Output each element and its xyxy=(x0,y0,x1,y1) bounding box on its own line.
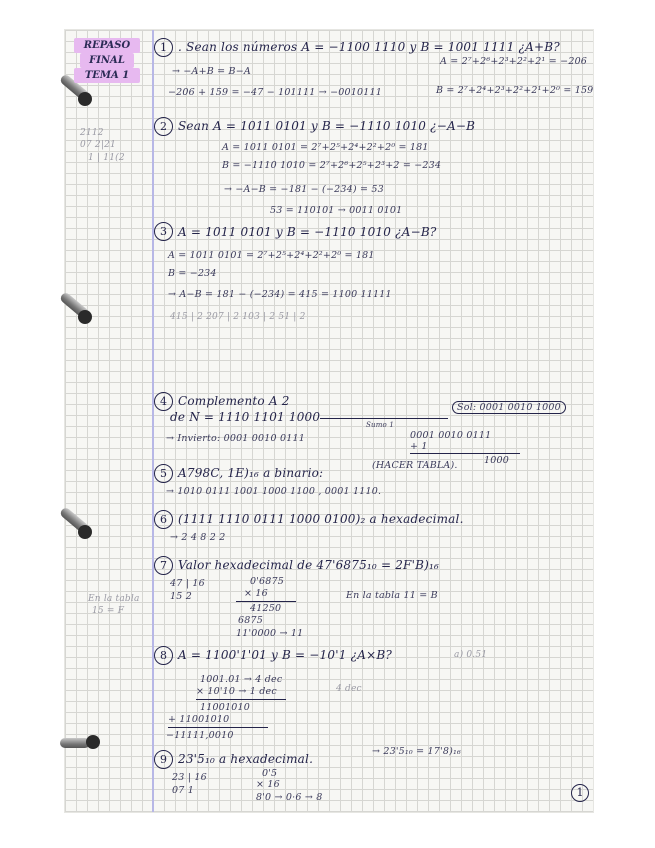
q2-line-b: B = −1110 1010 = 2⁷+2⁶+2⁵+2³+2 = −234 xyxy=(222,160,442,171)
q9-div-1: 23 | 16 xyxy=(172,772,207,783)
margin-line xyxy=(152,30,154,812)
q8-rule xyxy=(196,699,286,700)
q5-line2: → 1010 0111 1001 1000 1100 , 0001 1110. xyxy=(166,486,382,497)
q4-sum-2: + 1 xyxy=(410,441,428,452)
q3-pencil-work: 415 | 2 207 | 2 103 | 2 51 | 2 xyxy=(170,312,306,322)
q2-line-a: A = 1011 0101 = 2⁷+2⁵+2⁴+2²+2⁰ = 181 xyxy=(222,142,429,153)
q2-margin-2: 07 2|21 xyxy=(80,140,116,150)
q8-line-3: 11001010 xyxy=(200,702,250,713)
q9-div-2: 07 1 xyxy=(172,785,194,796)
question-number-4: 4 xyxy=(154,392,173,411)
q7-mul-1: 0'6875 xyxy=(250,576,285,587)
q2-statement: Sean A = 1011 0101 y B = −1110 1010 ¿−A−B xyxy=(178,119,476,133)
q7-mul-5: 11'0000 → 11 xyxy=(236,628,304,639)
q2-line-c: → −A−B = −181 − (−234) = 53 xyxy=(224,184,384,195)
q7-div-2: 15 2 xyxy=(170,591,192,602)
q8-side-note: a) 0.51 xyxy=(454,650,488,660)
q1-step2: −206 + 159 = −47 − 101111 → −0010111 xyxy=(168,87,383,98)
q9-result: → 23'5₁₀ = 17'8)₁₆ xyxy=(372,746,462,757)
question-number-2: 2 xyxy=(154,117,173,136)
q1-eq-b: B = 2⁷+2⁴+2³+2²+2¹+2⁰ = 159 xyxy=(436,85,594,96)
q4-line2: de N = 1110 1101 1000 xyxy=(170,410,321,424)
title-tag-line3: TEMA 1 xyxy=(74,68,140,83)
q8-rule-2 xyxy=(168,727,268,728)
q3-line-a: A = 1011 0101 = 2⁷+2⁵+2⁴+2²+2⁰ = 181 xyxy=(168,250,375,261)
q4-arrow-line xyxy=(320,418,448,419)
q7-mul-3: 41250 xyxy=(250,603,282,614)
question-number-7: 7 xyxy=(154,556,173,575)
q4-sum-label: Sumo 1 xyxy=(366,421,395,429)
q6-statement: (1111 1110 0111 1000 0100)₂ a hexadecimal. xyxy=(178,512,464,526)
q2-line-d: 53 = 110101 → 0011 0101 xyxy=(270,205,403,216)
title-tag-line2: FINAL xyxy=(80,53,134,68)
q4-sum-1: 0001 0010 0111 xyxy=(410,430,492,441)
q1-statement: . Sean los números A = −1100 1110 y B = 1001 1111 ¿A+B? xyxy=(178,40,560,54)
q3-line-b: B = −234 xyxy=(168,268,217,279)
q9-statement: 23'5₁₀ a hexadecimal. xyxy=(178,752,314,766)
q7-margin-note-2: 15 = F xyxy=(92,606,125,616)
q8-side-note-2: 4 dec xyxy=(336,684,362,694)
question-number-5: 5 xyxy=(154,464,173,483)
question-number-1: 1 xyxy=(154,38,173,57)
question-number-9: 9 xyxy=(154,750,173,769)
q4-result: Sol: 0001 0010 1000 xyxy=(452,402,566,413)
q4-sum-rule xyxy=(410,453,520,454)
q7-mul-2: × 16 xyxy=(244,588,268,599)
question-number-8: 8 xyxy=(154,646,173,665)
q7-mul-rule xyxy=(236,601,296,602)
q8-statement: A = 1100'1'01 y B = −10'1 ¿A×B? xyxy=(178,648,392,662)
title-tag-line1: REPASO xyxy=(74,38,140,53)
q3-line-c: → A−B = 181 − (−234) = 415 = 1100 11111 xyxy=(168,289,392,300)
q7-mul-4: 6875 xyxy=(238,615,263,626)
q9-mul-1: 0'5 xyxy=(262,768,278,779)
question-number-3: 3 xyxy=(154,222,173,241)
q8-line-4: + 11001010 xyxy=(168,714,230,725)
q3-statement: A = 1011 0101 y B = −1110 1010 ¿A−B? xyxy=(178,225,437,239)
q4-statement: Complemento A 2 xyxy=(178,394,290,408)
page-number: 1 xyxy=(571,784,589,802)
q1-step1: → −A+B = B−A xyxy=(172,66,251,77)
q2-margin-3: 1 | 11(2 xyxy=(88,153,125,163)
q1-eq-a: A = 2⁷+2⁶+2³+2²+2¹ = −206 xyxy=(440,56,588,67)
q4-line3: → Invierto: 0001 0010 0111 xyxy=(166,433,305,444)
q5-note: (HACER TABLA). xyxy=(372,460,458,471)
q9-mul-2: × 16 xyxy=(256,779,280,790)
q7-table-note: En la tabla 11 = B xyxy=(346,590,438,601)
q8-line-2: × 10'10 → 1 dec xyxy=(196,686,277,697)
q8-line-5: −11111,0010 xyxy=(166,730,234,741)
q8-line-1: 1001.01 → 4 dec xyxy=(200,674,283,685)
q2-margin-1: 2112 xyxy=(80,128,104,138)
q4-sum-3: 1000 xyxy=(484,455,509,466)
question-number-6: 6 xyxy=(154,510,173,529)
q5-statement: A798C, 1E)₁₆ a binario: xyxy=(178,466,324,480)
q7-margin-note-1: En la tabla xyxy=(88,594,140,604)
q7-div-1: 47 | 16 xyxy=(170,578,205,589)
q9-mul-3: 8'0 → 0·6 → 8 xyxy=(256,792,323,803)
q6-line2: → 2 4 8 2 2 xyxy=(170,532,226,543)
q7-statement: Valor hexadecimal de 47'6875₁₀ = 2F'B)₁₆ xyxy=(178,558,440,572)
